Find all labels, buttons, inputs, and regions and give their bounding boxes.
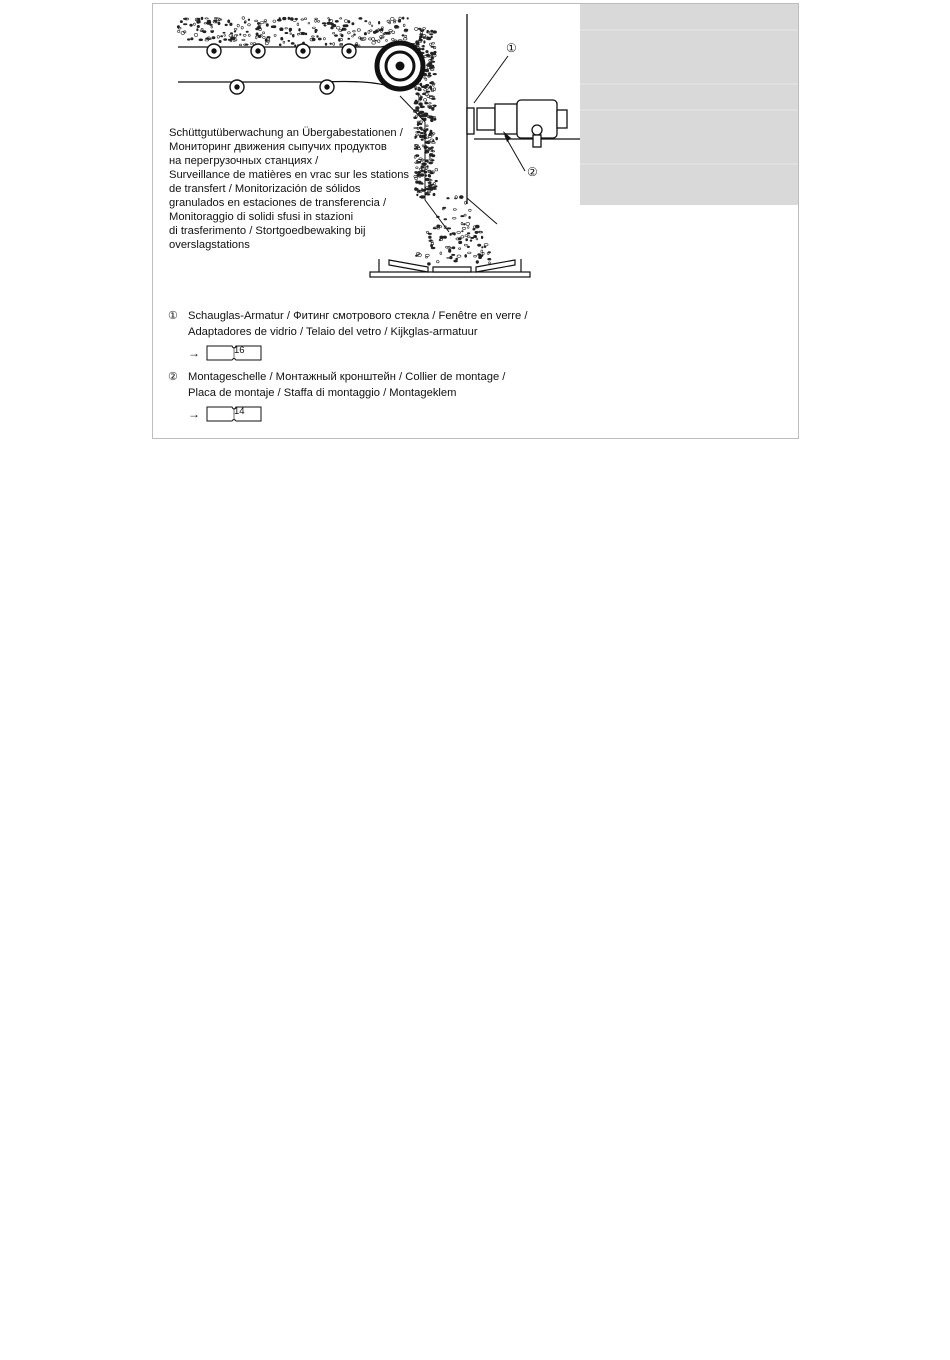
caption-line: Мониторинг движения сыпучих продуктов	[169, 141, 387, 153]
legend-text-2b: Placa de montaje / Staffa di montaggio / Montageklem	[188, 387, 457, 399]
caption-line: Schüttgutüberwachung an Übergabestationen /	[169, 127, 403, 139]
caption-line: Surveillance de matières en vrac sur les stations	[169, 169, 410, 181]
caption-line: granulados en estaciones de transferencia /	[169, 197, 387, 209]
conveyor-roller-icons	[207, 44, 356, 94]
book-page-link[interactable]	[206, 344, 262, 362]
callout-1: ①	[506, 41, 517, 55]
caption-line: de transfert / Monitorización de sólidos	[169, 183, 361, 195]
callout-2: ②	[527, 165, 538, 179]
legend-marker-2: ②	[168, 371, 179, 383]
caption-line: di trasferimento / Stortgoedbewaking bij	[169, 225, 366, 237]
caption-line: на перегрузочных станциях /	[169, 155, 319, 167]
legend-marker-1: ①	[168, 310, 179, 322]
page-number: 16	[234, 345, 245, 356]
lower-conveyor-icon	[370, 259, 530, 277]
legend-text-2a: Montageschelle / Монтажный кронштейн / Collier de montage /	[188, 371, 506, 383]
legend-text-1a: Schauglas-Armatur / Фитинг смотрового стекла / Fenêtre en verre /	[188, 310, 528, 322]
caption-line: overslagstations	[169, 239, 250, 251]
arrow-icon: →	[188, 407, 200, 421]
book-page-link[interactable]	[206, 405, 262, 423]
sidebar-gray-panel	[580, 4, 798, 205]
page-number: 14	[234, 406, 245, 417]
sensor-icon	[467, 100, 580, 147]
head-pulley-icon	[377, 43, 423, 89]
arrow-icon: →	[188, 346, 200, 360]
caption-line: Monitoraggio di solidi sfusi in stazioni	[169, 211, 354, 223]
legend-text-1b: Adaptadores de vidrio / Telaio del vetro / Kijkglas-armatuur	[188, 326, 478, 338]
